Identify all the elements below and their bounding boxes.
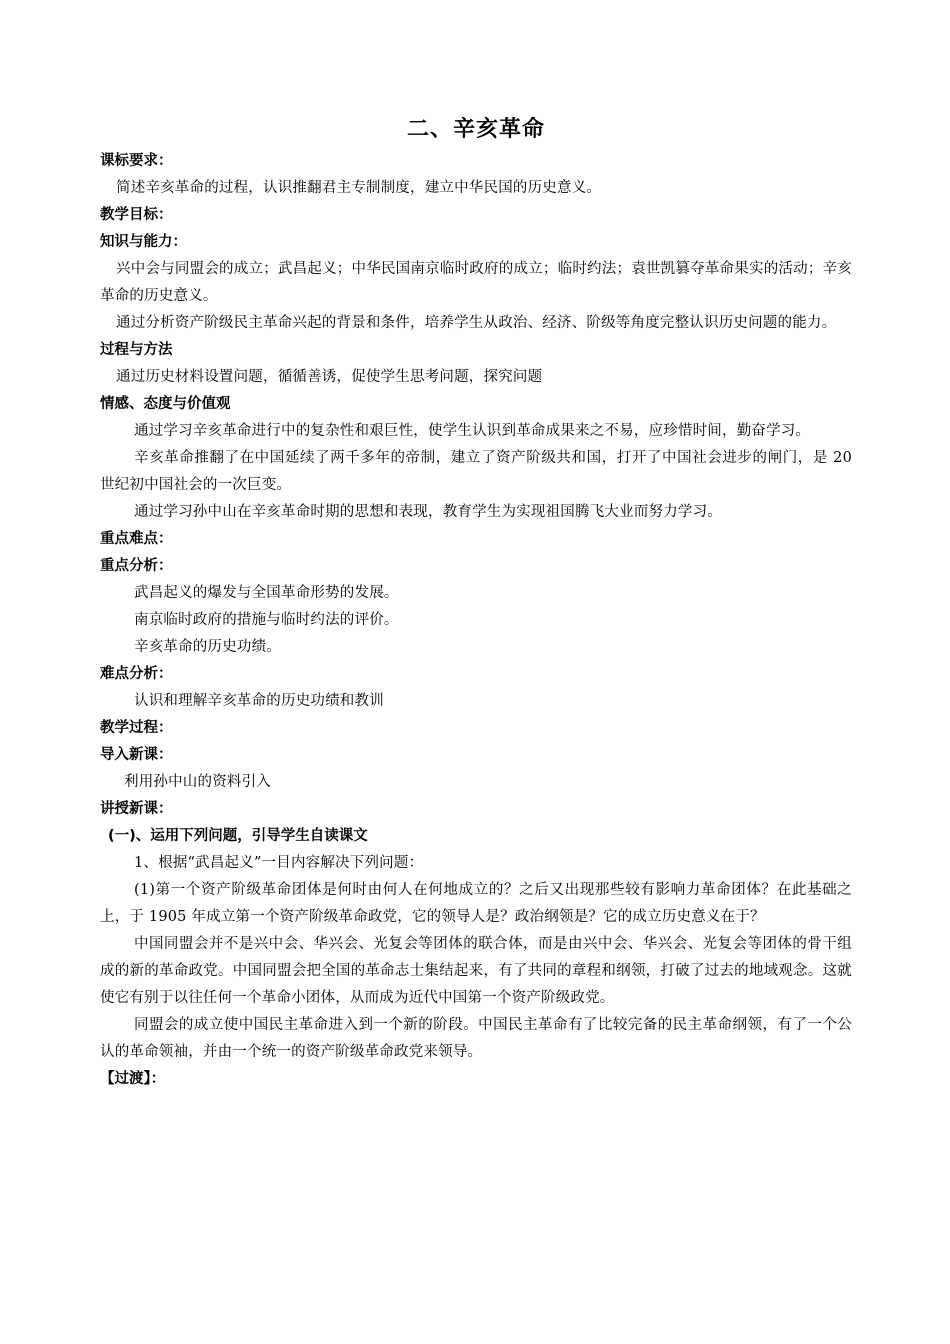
key-item: 武昌起义的爆发与全国革命形势的发展。 xyxy=(134,585,399,601)
knowledge-paragraph-2: 通过分析资产阶级民主革命兴起的背景和条件，培养学生从政治、经济、阶级等角度完整认识历史问题的能力。 xyxy=(116,315,837,331)
answer-paragraph-2: 同盟会的成立使中国民主革命进入到一个新的阶段。中国民主革命有了比较完备的民主革命纲领，有了一个公认的革命领袖，并由一个统一的资产阶级革命政党来领导。 xyxy=(100,1017,852,1060)
document-title: 二、辛亥革命 xyxy=(406,117,545,142)
emotion-attitude-heading: 情感、态度与价值观 xyxy=(100,396,231,412)
emotion-paragraph-2: 辛亥革命推翻了在中国延续了两千多年的帝制，建立了资产阶级共和国，打开了中国社会进步的闸门，是 20 世纪初中国社会的一次巨变。 xyxy=(100,450,852,493)
difficult-analysis-heading: 难点分析： xyxy=(100,666,173,682)
key-analysis-heading: 重点分析： xyxy=(100,558,173,574)
document-page xyxy=(100,112,852,1093)
intro-heading: 导入新课： xyxy=(100,747,173,763)
key-item: 辛亥革命的历史功绩。 xyxy=(134,639,281,655)
key-difficult-heading: 重点难点： xyxy=(100,531,173,547)
key-item: 南京临时政府的措施与临时约法的评价。 xyxy=(134,612,399,628)
curriculum-standard-text: 简述辛亥革命的过程，认识推翻君主专制制度，建立中华民国的历史意义。 xyxy=(116,180,602,196)
teaching-process-heading: 教学过程： xyxy=(100,720,173,736)
difficult-analysis-text: 认识和理解辛亥革命的历史功绩和教训 xyxy=(134,693,384,709)
emotion-paragraph-1: 通过学习辛亥革命进行中的复杂性和艰巨性，使学生认识到革命成果来之不易，应珍惜时间，勤奋学习。 xyxy=(134,423,811,439)
teaching-goals-heading: 教学目标： xyxy=(100,207,173,223)
lecture-heading: 讲授新课： xyxy=(100,801,173,817)
question-intro: 1、根据“武昌起义”一目内容解决下列问题： xyxy=(134,855,424,871)
emotion-paragraph-3: 通过学习孙中山在辛亥革命时期的思想和表现，教育学生为实现祖国腾飞大业而努力学习。 xyxy=(134,504,722,520)
transition-heading: 【过渡】： xyxy=(100,1071,166,1087)
curriculum-standard-heading: 课标要求： xyxy=(100,153,173,169)
knowledge-ability-heading: 知识与能力： xyxy=(100,234,187,250)
section-1-heading: (一)、运用下列问题，引导学生自读课文 xyxy=(108,828,368,844)
process-method-heading: 过程与方法 xyxy=(100,342,173,358)
knowledge-paragraph-1: 兴中会与同盟会的成立；武昌起义；中华民国南京临时政府的成立；临时约法；袁世凯篡夺革命果实的活动；辛亥革命的历史意义。 xyxy=(100,261,852,304)
answer-paragraph-1: 中国同盟会并不是兴中会、华兴会、光复会等团体的联合体，而是由兴中会、华兴会、光复会等团体的骨干组成的新的革命政党。中国同盟会把全国的革命志士集结起来，有了共同的章程和纲领，打破了过去的地域观念。这就使它有别于以往任何一个革命小团体，从而成为近代中国第一个资产阶级政党。 xyxy=(100,936,852,1006)
process-method-text: 通过历史材料设置问题，循循善诱，促使学生思考问题，探究问题 xyxy=(116,369,543,385)
question-1: (1)第一个资产阶级革命团体是何时由何人在何地成立的？之后又出现那些较有影响力革命团体？在此基础之上，于 1905 年成立第一个资产阶级革命政党，它的领导人是？政治纲领是？它的成立历史意义在于？ xyxy=(100,882,852,925)
intro-text: 利用孙中山的资料引入 xyxy=(124,774,271,790)
